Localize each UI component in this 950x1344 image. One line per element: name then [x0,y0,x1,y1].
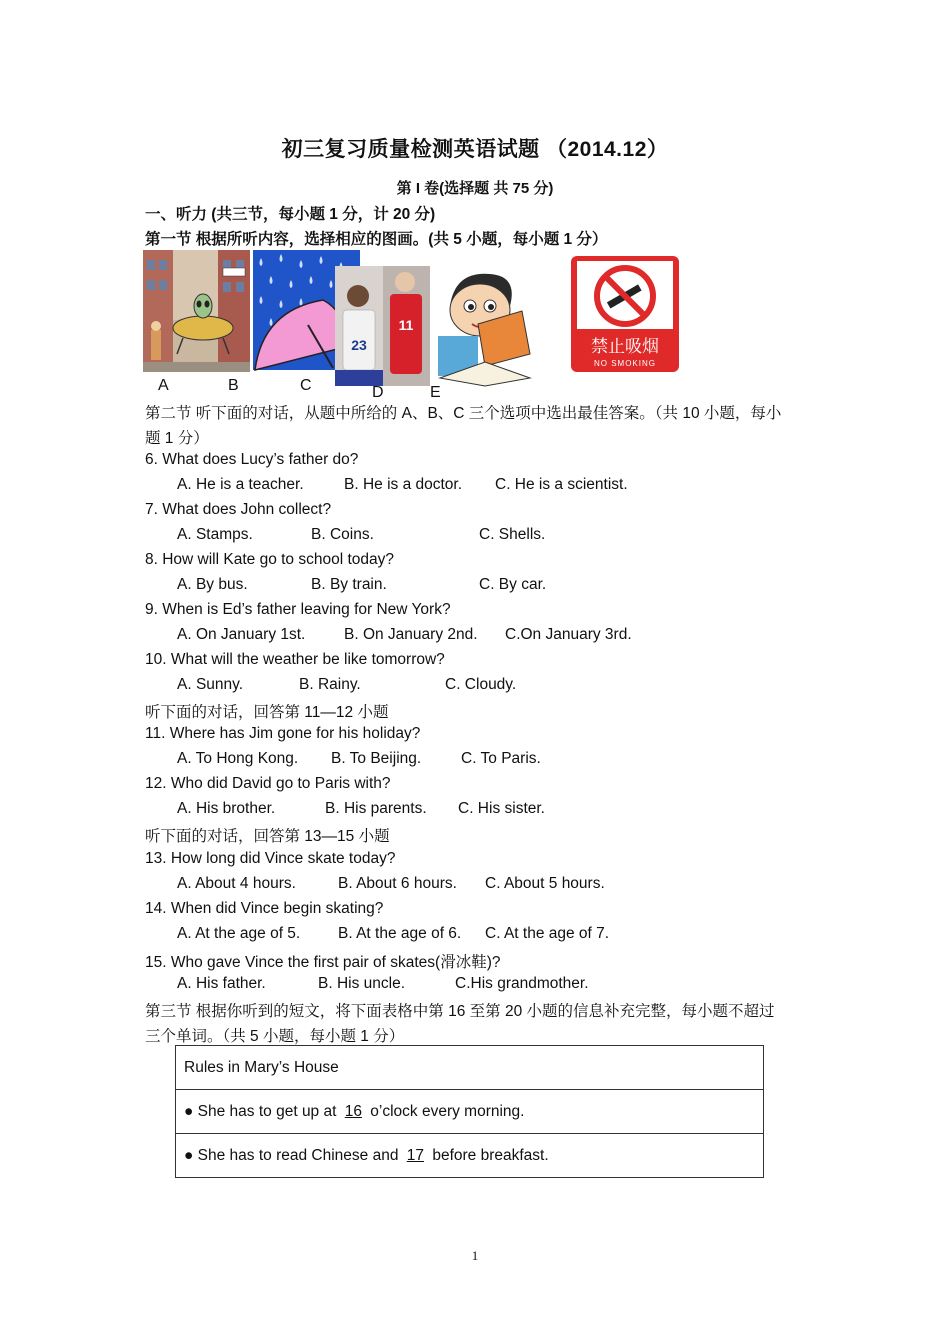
q9-option-a: A. On January 1st. [177,626,306,643]
q12-option-b: B. His parents. [325,800,427,817]
rules-table-header: Rules in Mary’s House [176,1046,764,1090]
rules-table [175,1045,764,1178]
q15-option-a: A. His father. [177,975,266,992]
q14-option-c: C. At the age of 7. [485,925,610,942]
rule-16-cell [176,1090,764,1134]
label-e: E [430,384,441,401]
page-number: 1 [471,1248,479,1263]
blank-17[interactable]: 17 [406,1146,425,1164]
question-14: 14. When did Vince begin skating? [145,900,384,917]
q9-option-b: B. On January 2nd. [344,626,478,643]
picture-d-boy-reading [430,266,539,386]
jersey-number-right: 11 [398,317,414,333]
q11-option-a: A. To Hong Kong. [177,750,299,767]
q15-option-c: C.His grandmother. [455,975,589,992]
table-row [176,1090,764,1134]
q12-option-a: A. His brother. [177,800,276,817]
no-smoking-chinese: 禁止吸烟 [591,337,659,357]
question-9: 9. When is Ed’s father leaving for New York? [145,601,451,618]
rule-16-pre: ● She has to get up at [184,1102,341,1120]
question-11: 11. Where has Jim gone for his holiday? [145,725,421,742]
jersey-number-left: 23 [351,337,367,353]
q6-option-b: B. He is a doctor. [344,476,463,493]
q15-option-b: B. His uncle. [318,975,406,992]
question-8: 8. How will Kate go to school today? [145,551,394,568]
no-smoking-english: NO SMOKING [593,359,657,368]
blank-16[interactable]: 16 [344,1102,362,1120]
table-row [176,1134,764,1178]
part2-instruction [145,401,781,423]
part2-instruction-cont: 题 1 分） [145,430,209,447]
listening-heading: 一、听力 (共三节，每小题 1 分，计 20 分) [145,206,436,223]
q9-option-c: C.On January 3rd. [505,626,632,643]
volume-heading: 第 I 卷(选择题 共 75 分) [396,180,554,197]
q13-option-a: A. About 4 hours. [177,875,296,892]
page-title: 初三复习质量检测英语试题 （2014.12） [281,138,669,161]
question-10: 10. What will the weather be like tomorrow? [145,651,445,668]
rule-17-pre: ● She has to read Chinese and [184,1146,403,1164]
question-15: 15. Who gave Vince the first pair of skates(滑冰鞋)? [145,954,501,971]
picture-c-basketball-players [335,266,430,386]
q8-option-a: A. By bus. [177,576,248,593]
label-c: C [300,377,312,394]
q7-option-b: B. Coins. [311,526,374,543]
q11-option-b: B. To Beijing. [331,750,422,767]
note-questions-11-12: 听下面的对话，回答第 11—12 小题 [145,704,389,721]
q8-option-b: B. By train. [311,576,387,593]
rule-17-cell [176,1134,764,1178]
q7-option-c: C. Shells. [479,526,546,543]
part3-instruction: 第三节 根据你听到的短文，将下面表格中第 16 至第 20 小题的信息补充完整，每小题不超过 [145,1003,775,1020]
label-d: D [372,384,384,401]
q11-option-c: C. To Paris. [461,750,541,767]
q14-option-b: B. At the age of 6. [338,925,462,942]
question-6: 6. What does Lucy’s father do? [145,451,359,468]
q6-option-a: A. He is a teacher. [177,476,304,493]
rule-16-post: o’clock every morning. [365,1102,525,1120]
q10-option-a: A. Sunny. [177,676,244,693]
question-7: 7. What does John collect? [145,501,332,518]
label-b: B [228,377,239,394]
part1-instruction: 第一节 根据所听内容，选择相应的图画。(共 5 小题，每小题 1 分） [145,231,608,248]
q14-option-a: A. At the age of 5. [177,925,301,942]
part3-instruction-cont: 三个单词。（共 5 小题，每小题 1 分） [145,1028,405,1045]
table-row [176,1046,764,1090]
label-a: A [158,377,169,394]
picture-e-no-smoking-sign [570,255,680,373]
q10-option-b: B. Rainy. [299,676,361,693]
q13-option-c: C. About 5 hours. [485,875,605,892]
q8-option-c: C. By car. [479,576,547,593]
q13-option-b: B. About 6 hours. [338,875,457,892]
q10-option-c: C. Cloudy. [445,676,517,693]
q12-option-c: C. His sister. [458,800,545,817]
part2-instruction-line1: 第二节 听下面的对话，从题中所给的 A、B、C 三个选项中选出最佳答案。（共 10 小题，每小 [145,405,782,422]
q7-option-a: A. Stamps. [177,526,253,543]
rule-17-post: before breakfast. [428,1146,549,1164]
question-12: 12. Who did David go to Paris with? [145,775,391,792]
q6-option-c: C. He is a scientist. [495,476,628,493]
note-questions-13-15: 听下面的对话，回答第 13—15 小题 [145,828,390,845]
picture-a-alien-ufo [143,250,250,372]
question-13: 13. How long did Vince skate today? [145,850,396,867]
